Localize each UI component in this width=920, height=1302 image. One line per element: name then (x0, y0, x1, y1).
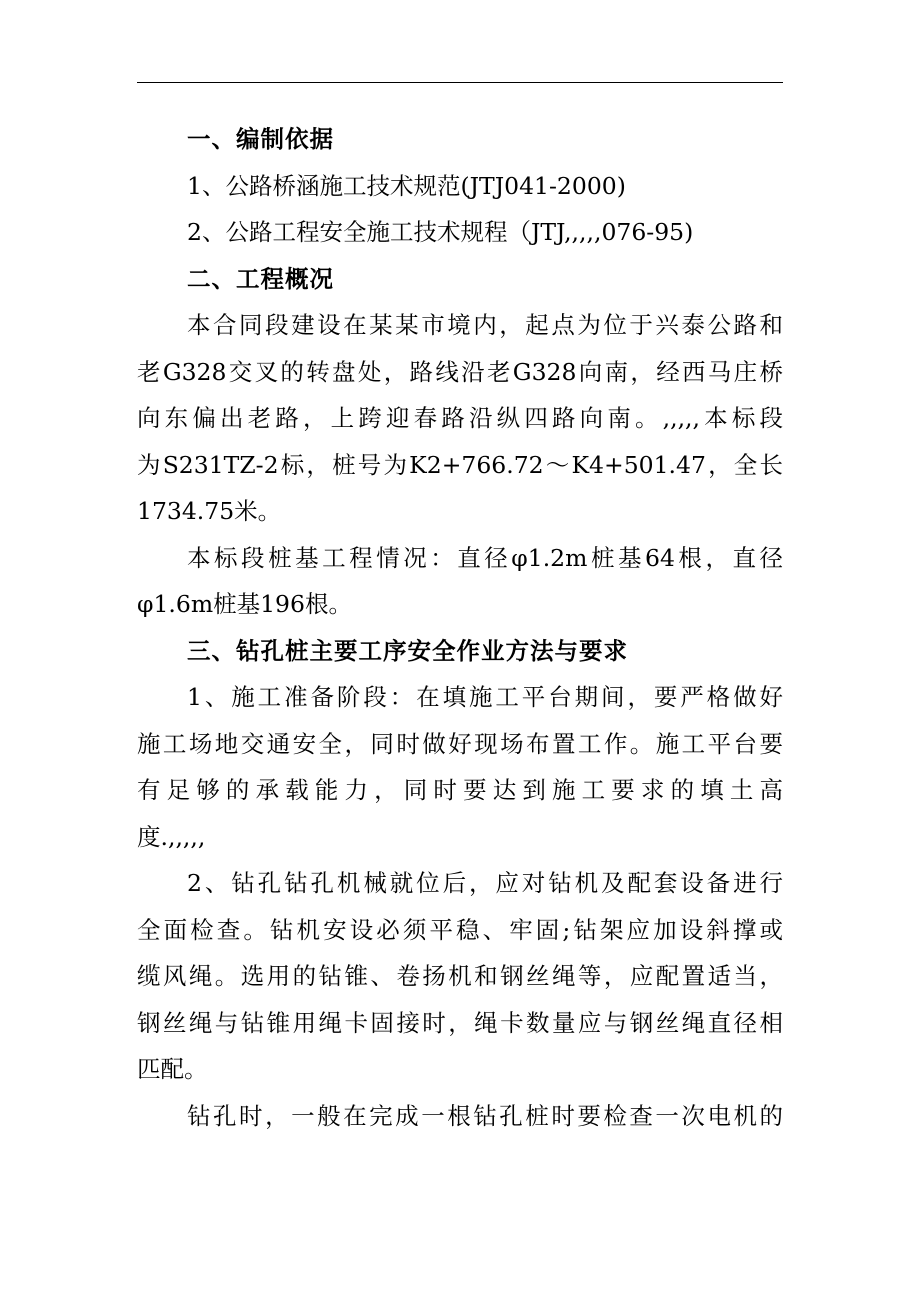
overview-paragraph-line: 1734.75米。 (137, 497, 282, 525)
overview-paragraph-line: 为S231TZ-2标，桩号为K2+766.72～K4+501.47，全长 (137, 450, 783, 479)
overview-paragraph-line: 向东偏出老路，上跨迎春路沿纵四路向南。,,,,,本标段 (137, 404, 783, 432)
safety-paragraph-1-line: 1、施工准备阶段：在填施工平台期间，要严格做好 (187, 683, 783, 711)
pile-paragraph-line: 本标段桩基工程情况：直径φ1.2m桩基64根，直径 (187, 543, 783, 572)
document-body (137, 116, 783, 1139)
basis-item-2: 2、公路工程安全施工技术规程（JTJ,,,,,076-95) (187, 218, 694, 246)
safety-paragraph-2-line: 2、钻孔钻孔机械就位后，应对钻机及配套设备进行 (187, 869, 783, 897)
overview-paragraph-line: 老G328交叉的转盘处，路线沿老G328向南，经西马庄桥 (137, 357, 783, 386)
safety-paragraph-2-line: 缆风绳。选用的钻锥、卷扬机和钢丝绳等，应配置适当， (137, 962, 783, 990)
section-heading-safety: 三、钻孔桩主要工序安全作业方法与要求 (187, 636, 628, 665)
safety-paragraph-1-line: 施工场地交通安全，同时做好现场布置工作。施工平台要 (137, 729, 783, 758)
safety-paragraph-1-line: 度.,,,,, (137, 822, 206, 851)
safety-paragraph-2-line: 钢丝绳与钻锥用绳卡固接时，绳卡数量应与钢丝绳直径相 (137, 1008, 783, 1037)
header-rule (137, 82, 783, 83)
safety-paragraph-2-line: 匹配。 (137, 1055, 208, 1083)
section-heading-basis: 一、编制依据 (187, 125, 334, 153)
overview-paragraph-line: 本合同段建设在某某市境内，起点为位于兴泰公路和 (187, 311, 783, 339)
section-heading-overview: 二、工程概况 (187, 264, 334, 293)
pile-paragraph-line: φ1.6m桩基196根。 (137, 590, 352, 618)
safety-paragraph-2-line: 全面检查。钻机安设必须平稳、牢固;钻架应加设斜撑或 (137, 915, 783, 944)
basis-item-1: 1、公路桥涵施工技术规范(JTJ041-2000) (187, 171, 626, 200)
safety-paragraph-1-line: 有足够的承载能力，同时要达到施工要求的填土高 (137, 776, 783, 804)
safety-paragraph-3-line: 钻孔时，一般在完成一根钻孔桩时要检查一次电机的 (187, 1101, 783, 1130)
